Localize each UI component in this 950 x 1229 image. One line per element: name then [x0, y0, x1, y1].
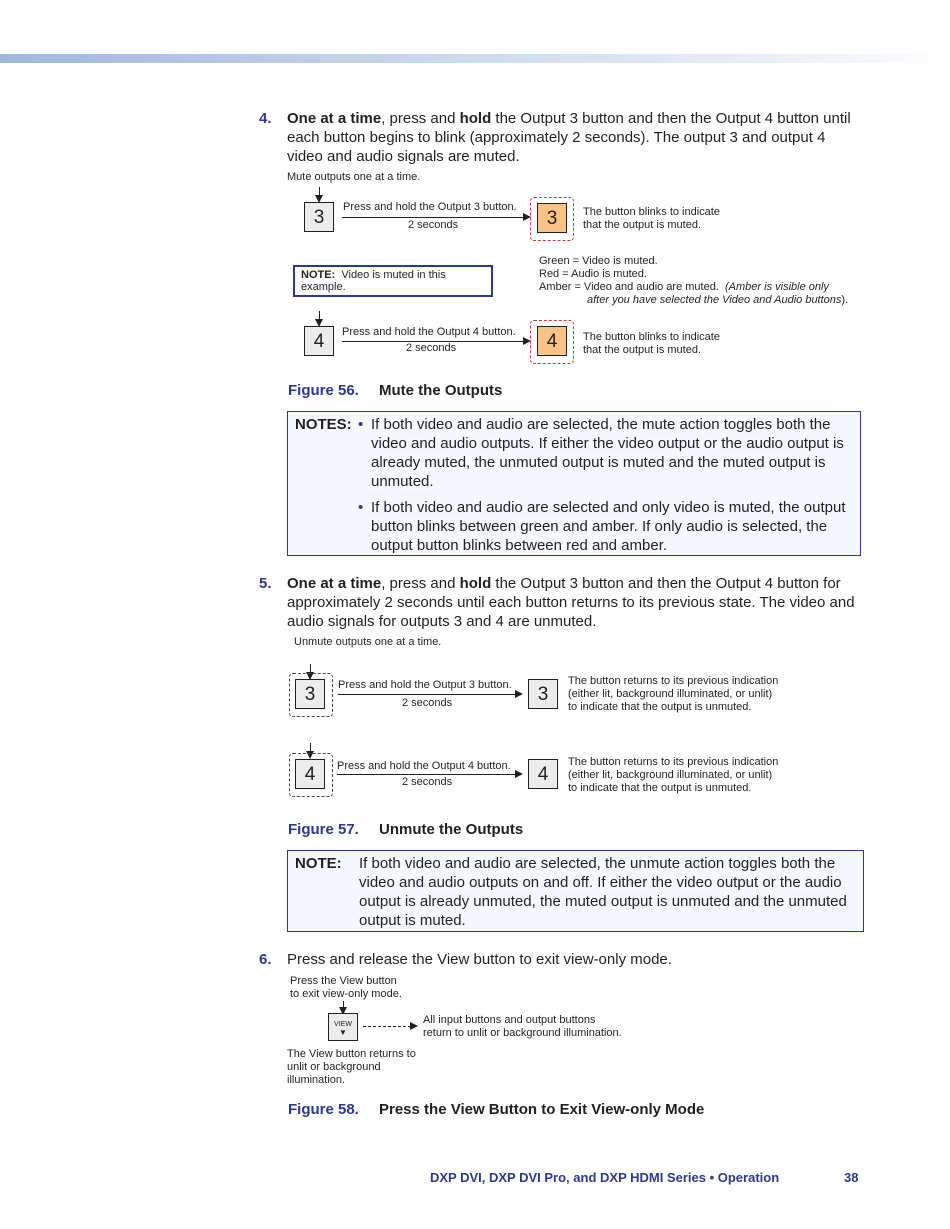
- blink-description: The button blinks to indicate that the output is muted.: [583, 331, 720, 356]
- diagram-caption: Mute outputs one at a time.: [287, 171, 421, 183]
- footer-title: DXP DVI, DXP DVI Pro, and DXP HDMI Series • Operation: [430, 1170, 780, 1185]
- output-3-button: 3: [528, 679, 558, 709]
- output-3-button-blinking: 3: [295, 679, 325, 709]
- diagram-caption: Unmute outputs one at a time.: [294, 636, 442, 648]
- note-label: NOTE:: [295, 855, 342, 872]
- press-view-label: Press the View button to exit view-only mode.: [290, 975, 402, 1000]
- down-arrow: [319, 187, 320, 201]
- bullet: •: [358, 416, 364, 433]
- step-number: 6.: [259, 951, 272, 968]
- view-button: VIEW ▼: [328, 1013, 358, 1041]
- note-box: [287, 850, 864, 932]
- arrow: [342, 217, 529, 218]
- duration-label: 2 seconds: [402, 697, 453, 709]
- figure-58-caption: Figure 58. Press the View Button to Exit View-only Mode: [288, 1101, 705, 1118]
- step-text: One at a time, press and hold the Output 3 button and then the Output 4 button until each button begins to blink (approximately 2 seconds). The output 3 and output 4 video and audio signals are muted.: [287, 110, 851, 165]
- step-number: 5.: [259, 575, 272, 592]
- return-description: The button returns to its previous indication (either lit, background illuminated, or unlit) to indicate that the output is unmuted.: [568, 756, 779, 794]
- all-buttons-description: All input buttons and output buttons return to unlit or background illumination.: [423, 1014, 622, 1039]
- return-description: The button returns to its previous indication (either lit, background illuminated, or unlit) to indicate that the output is unmuted.: [568, 675, 779, 713]
- down-arrow: [319, 311, 320, 325]
- duration-label: 2 seconds: [402, 776, 453, 788]
- down-arrow: [343, 1001, 344, 1013]
- output-4-button: 4: [304, 326, 334, 356]
- press-label: Press and hold the Output 3 button.: [338, 679, 512, 691]
- output-4-button-blinking: 4: [537, 326, 567, 356]
- output-3-button-blinking: 3: [537, 203, 567, 233]
- color-legend: Green = Video is muted. Red = Audio is muted. Amber = Video and audio are muted. (Amber is visible only after you have selected the Video and Audio buttons).: [539, 255, 849, 306]
- arrow: [338, 694, 521, 695]
- note-bullet-2: If both video and audio are selected and only video is muted, the output button blinks between green and amber. If only audio is selected, the output button blinks between red and amber.: [371, 499, 846, 554]
- output-4-button-blinking: 4: [295, 759, 325, 789]
- press-label: Press and hold the Output 3 button.: [343, 201, 517, 213]
- press-label: Press and hold the Output 4 button.: [337, 760, 511, 772]
- down-triangle-icon: ▼: [339, 1028, 347, 1037]
- inline-note: NOTE: Video is muted in this example.: [293, 265, 493, 297]
- output-3-button: 3: [304, 202, 334, 232]
- page-number: 38: [844, 1170, 859, 1185]
- duration-label: 2 seconds: [408, 219, 459, 231]
- note-bullet-1: If both video and audio are selected, the mute action toggles both the video and audio outputs. If either the video output or the audio output is already muted, the unmuted output is muted and the muted output is unmuted.: [371, 416, 844, 490]
- figure-57-caption: Figure 57. Unmute the Outputs: [288, 821, 524, 838]
- step-text: One at a time, press and hold the Output 3 button and then the Output 4 button for approximately 2 seconds until each button returns to its previous state. The video and audio signals for outputs 3 and 4 are unmuted.: [287, 575, 855, 630]
- dashed-arrow: [363, 1026, 411, 1027]
- arrowhead-icon: [410, 1022, 418, 1030]
- step-text: Press and release the View button to exit view-only mode.: [287, 951, 672, 968]
- header-band: [0, 54, 950, 63]
- step-number: 4.: [259, 110, 272, 127]
- duration-label: 2 seconds: [406, 342, 457, 354]
- notes-label: NOTES:: [295, 416, 352, 433]
- arrow: [337, 774, 521, 775]
- press-label: Press and hold the Output 4 button.: [342, 326, 516, 338]
- note-text: If both video and audio are selected, the unmute action toggles both the video and audio outputs on and off. If either the video output or the audio output is already unmuted, the muted output is unmuted and the unmuted output is muted.: [359, 855, 847, 929]
- blink-description: The button blinks to indicate that the output is muted.: [583, 206, 720, 231]
- figure-56-caption: Figure 56. Mute the Outputs: [288, 382, 503, 399]
- output-4-button: 4: [528, 759, 558, 789]
- view-return-description: The View button returns to unlit or background illumination.: [287, 1048, 416, 1086]
- bullet: •: [358, 499, 364, 516]
- notes-box: [287, 411, 861, 556]
